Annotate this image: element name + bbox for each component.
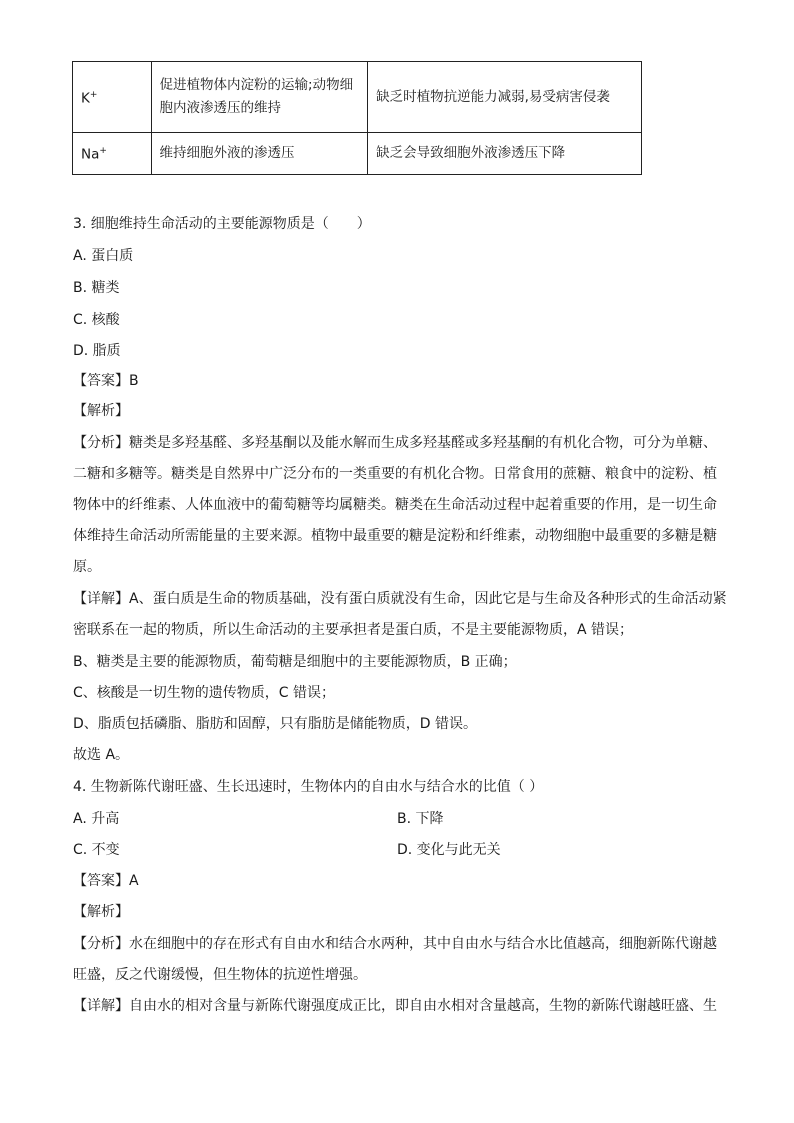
analysis-line: 体维持生命活动所需能量的主要来源。植物中最重要的糖是淀粉和纤维素，动物细胞中最重要的多糖是糖: [73, 528, 717, 544]
option-d: D. 变化与此无关: [397, 842, 501, 858]
function-cell: [151, 62, 368, 133]
analysis-line: 原。: [73, 559, 101, 575]
question-stem: 3. 细胞维持生命活动的主要能源物质是（ ）: [73, 216, 371, 232]
option-b: B. 下降: [397, 811, 444, 827]
option-c: C. 不变: [73, 842, 120, 858]
detail-line: C、核酸是一切生物的遗传物质，C 错误；: [73, 685, 335, 701]
analysis-line: 【分析】水在细胞中的存在形式有自由水和结合水两种，其中自由水与结合水比值越高，细胞新陈代谢越: [73, 936, 717, 952]
function-cell: 维持细胞外液的渗透压: [151, 133, 368, 175]
deficiency-cell: 缺乏时植物抗逆能力减弱,易受病害侵袭: [368, 62, 642, 133]
ion-symbol: Na: [81, 146, 100, 163]
table-row: [73, 62, 642, 133]
option-c: C. 核酸: [73, 312, 120, 328]
function-text-line: 胞内液渗透压的维持: [159, 100, 282, 116]
detail-line: 故选 A。: [73, 747, 130, 763]
detail-line: D、脂质包括磷脂、脂肪和固醇，只有脂肪是储能物质，D 错误。: [73, 716, 478, 732]
option-a: A. 升高: [73, 811, 120, 827]
answer-label: 【答案】B: [73, 373, 139, 389]
detail-line: B、糖类是主要的能源物质，葡萄糖是细胞中的主要能源物质，B 正确；: [73, 654, 517, 670]
analysis-line: 二糖和多糖等。糖类是自然界中广泛分布的一类重要的有机化合物。日常食用的蔗糖、粮食中的淀粉、植: [73, 466, 717, 482]
ion-function-table: [72, 61, 642, 175]
answer-label: 【答案】A: [73, 873, 139, 889]
question-stem: 4. 生物新陈代谢旺盛、生长迅速时，生物体内的自由水与结合水的比值（ ）: [73, 779, 544, 795]
ion-symbol: K: [81, 90, 90, 107]
deficiency-cell: 缺乏会导致细胞外液渗透压下降: [368, 133, 642, 175]
detail-line: 【详解】自由水的相对含量与新陈代谢强度成正比，即自由水相对含量越高，生物的新陈代谢越旺盛、生: [73, 998, 717, 1014]
function-text-line: 促进植物体内淀粉的运输;动物细: [159, 77, 354, 93]
ion-cell: [73, 62, 152, 133]
analysis-line: 物体中的纤维素、人体血液中的葡萄糖等均属糖类。糖类在生命活动过程中起着重要的作用，是一切生命: [73, 497, 717, 513]
ion-charge: +: [89, 89, 98, 100]
analysis-line: 旺盛，反之代谢缓慢，但生物体的抗逆性增强。: [73, 967, 367, 983]
table-row: [73, 133, 642, 175]
analysis-label: 【解析】: [73, 403, 129, 419]
analysis-line: 【分析】糖类是多羟基醛、多羟基酮以及能水解而生成多羟基醛或多羟基酮的有机化合物，可分为单糖、: [73, 435, 717, 451]
analysis-label: 【解析】: [73, 904, 129, 920]
ion-cell: [73, 133, 152, 175]
option-b: B. 糖类: [73, 280, 120, 296]
option-d: D. 脂质: [73, 343, 121, 359]
detail-line: 【详解】A、蛋白质是生命的物质基础，没有蛋白质就没有生命，因此它是与生命及各种形式的生命活动紧: [73, 591, 727, 607]
option-a: A. 蛋白质: [73, 248, 134, 264]
detail-line: 密联系在一起的物质，所以生命活动的主要承担者是蛋白质，不是主要能源物质，A 错误；: [73, 622, 634, 638]
ion-charge: +: [99, 146, 107, 157]
